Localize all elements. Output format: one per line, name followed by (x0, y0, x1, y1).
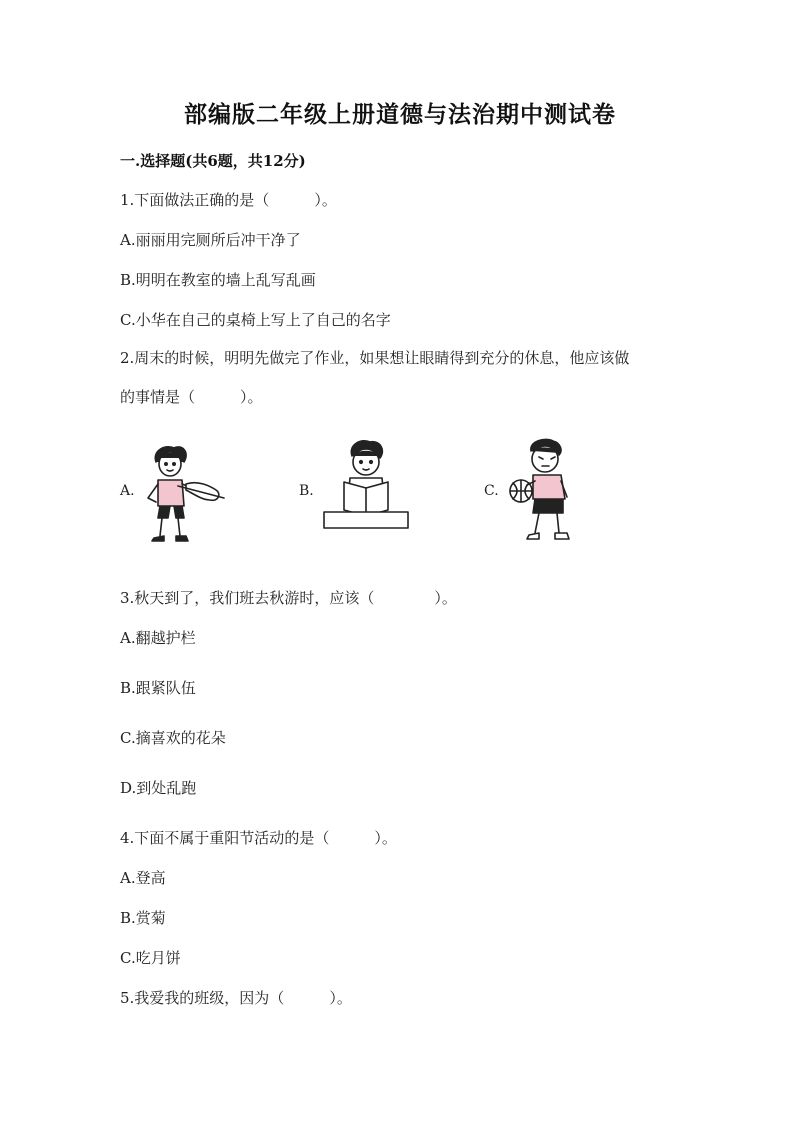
basketball-child-illustration (505, 437, 585, 545)
question-4-option-b: B.赏菊 (120, 909, 166, 927)
violin-child-illustration (138, 440, 228, 550)
question-4-stem: 4.下面不属于重阳节活动的是（ ）。 (120, 829, 397, 847)
question-3-option-b: B.跟紧队伍 (120, 679, 196, 697)
question-5-stem: 5.我爱我的班级，因为（ ）。 (120, 989, 352, 1007)
question-1-option-b: B.明明在教室的墙上乱写乱画 (120, 271, 316, 289)
question-3-option-d: D.到处乱跑 (120, 779, 197, 797)
figure-label-a: A. (120, 483, 135, 499)
question-1-option-a: A.丽丽用完厕所后冲干净了 (120, 231, 301, 249)
question-1-stem: 1.下面做法正确的是（ ）。 (120, 191, 337, 209)
reading-child-illustration (318, 438, 414, 534)
question-1-option-c: C.小华在自己的桌椅上写上了自己的名字 (120, 311, 391, 329)
question-3-option-c: C.摘喜欢的花朵 (120, 729, 226, 747)
figure-label-c: C. (484, 483, 499, 499)
question-4-option-c: C.吃月饼 (120, 949, 181, 967)
question-3-stem: 3.秋天到了，我们班去秋游时，应该（ ）。 (120, 589, 457, 607)
question-2-stem-line1: 2.周末的时候，明明先做完了作业，如果想让眼睛得到充分的休息，他应该做 (120, 349, 630, 367)
question-3-option-a: A.翻越护栏 (120, 629, 196, 647)
figure-label-b: B. (299, 483, 314, 499)
page-title: 部编版二年级上册道德与法治期中测试卷 (184, 101, 616, 128)
question-2-stem-line2: 的事情是（ ）。 (120, 388, 263, 406)
section-heading: 一.选择题(共6题，共12分) (120, 152, 306, 170)
question-4-option-a: A.登高 (120, 869, 166, 887)
